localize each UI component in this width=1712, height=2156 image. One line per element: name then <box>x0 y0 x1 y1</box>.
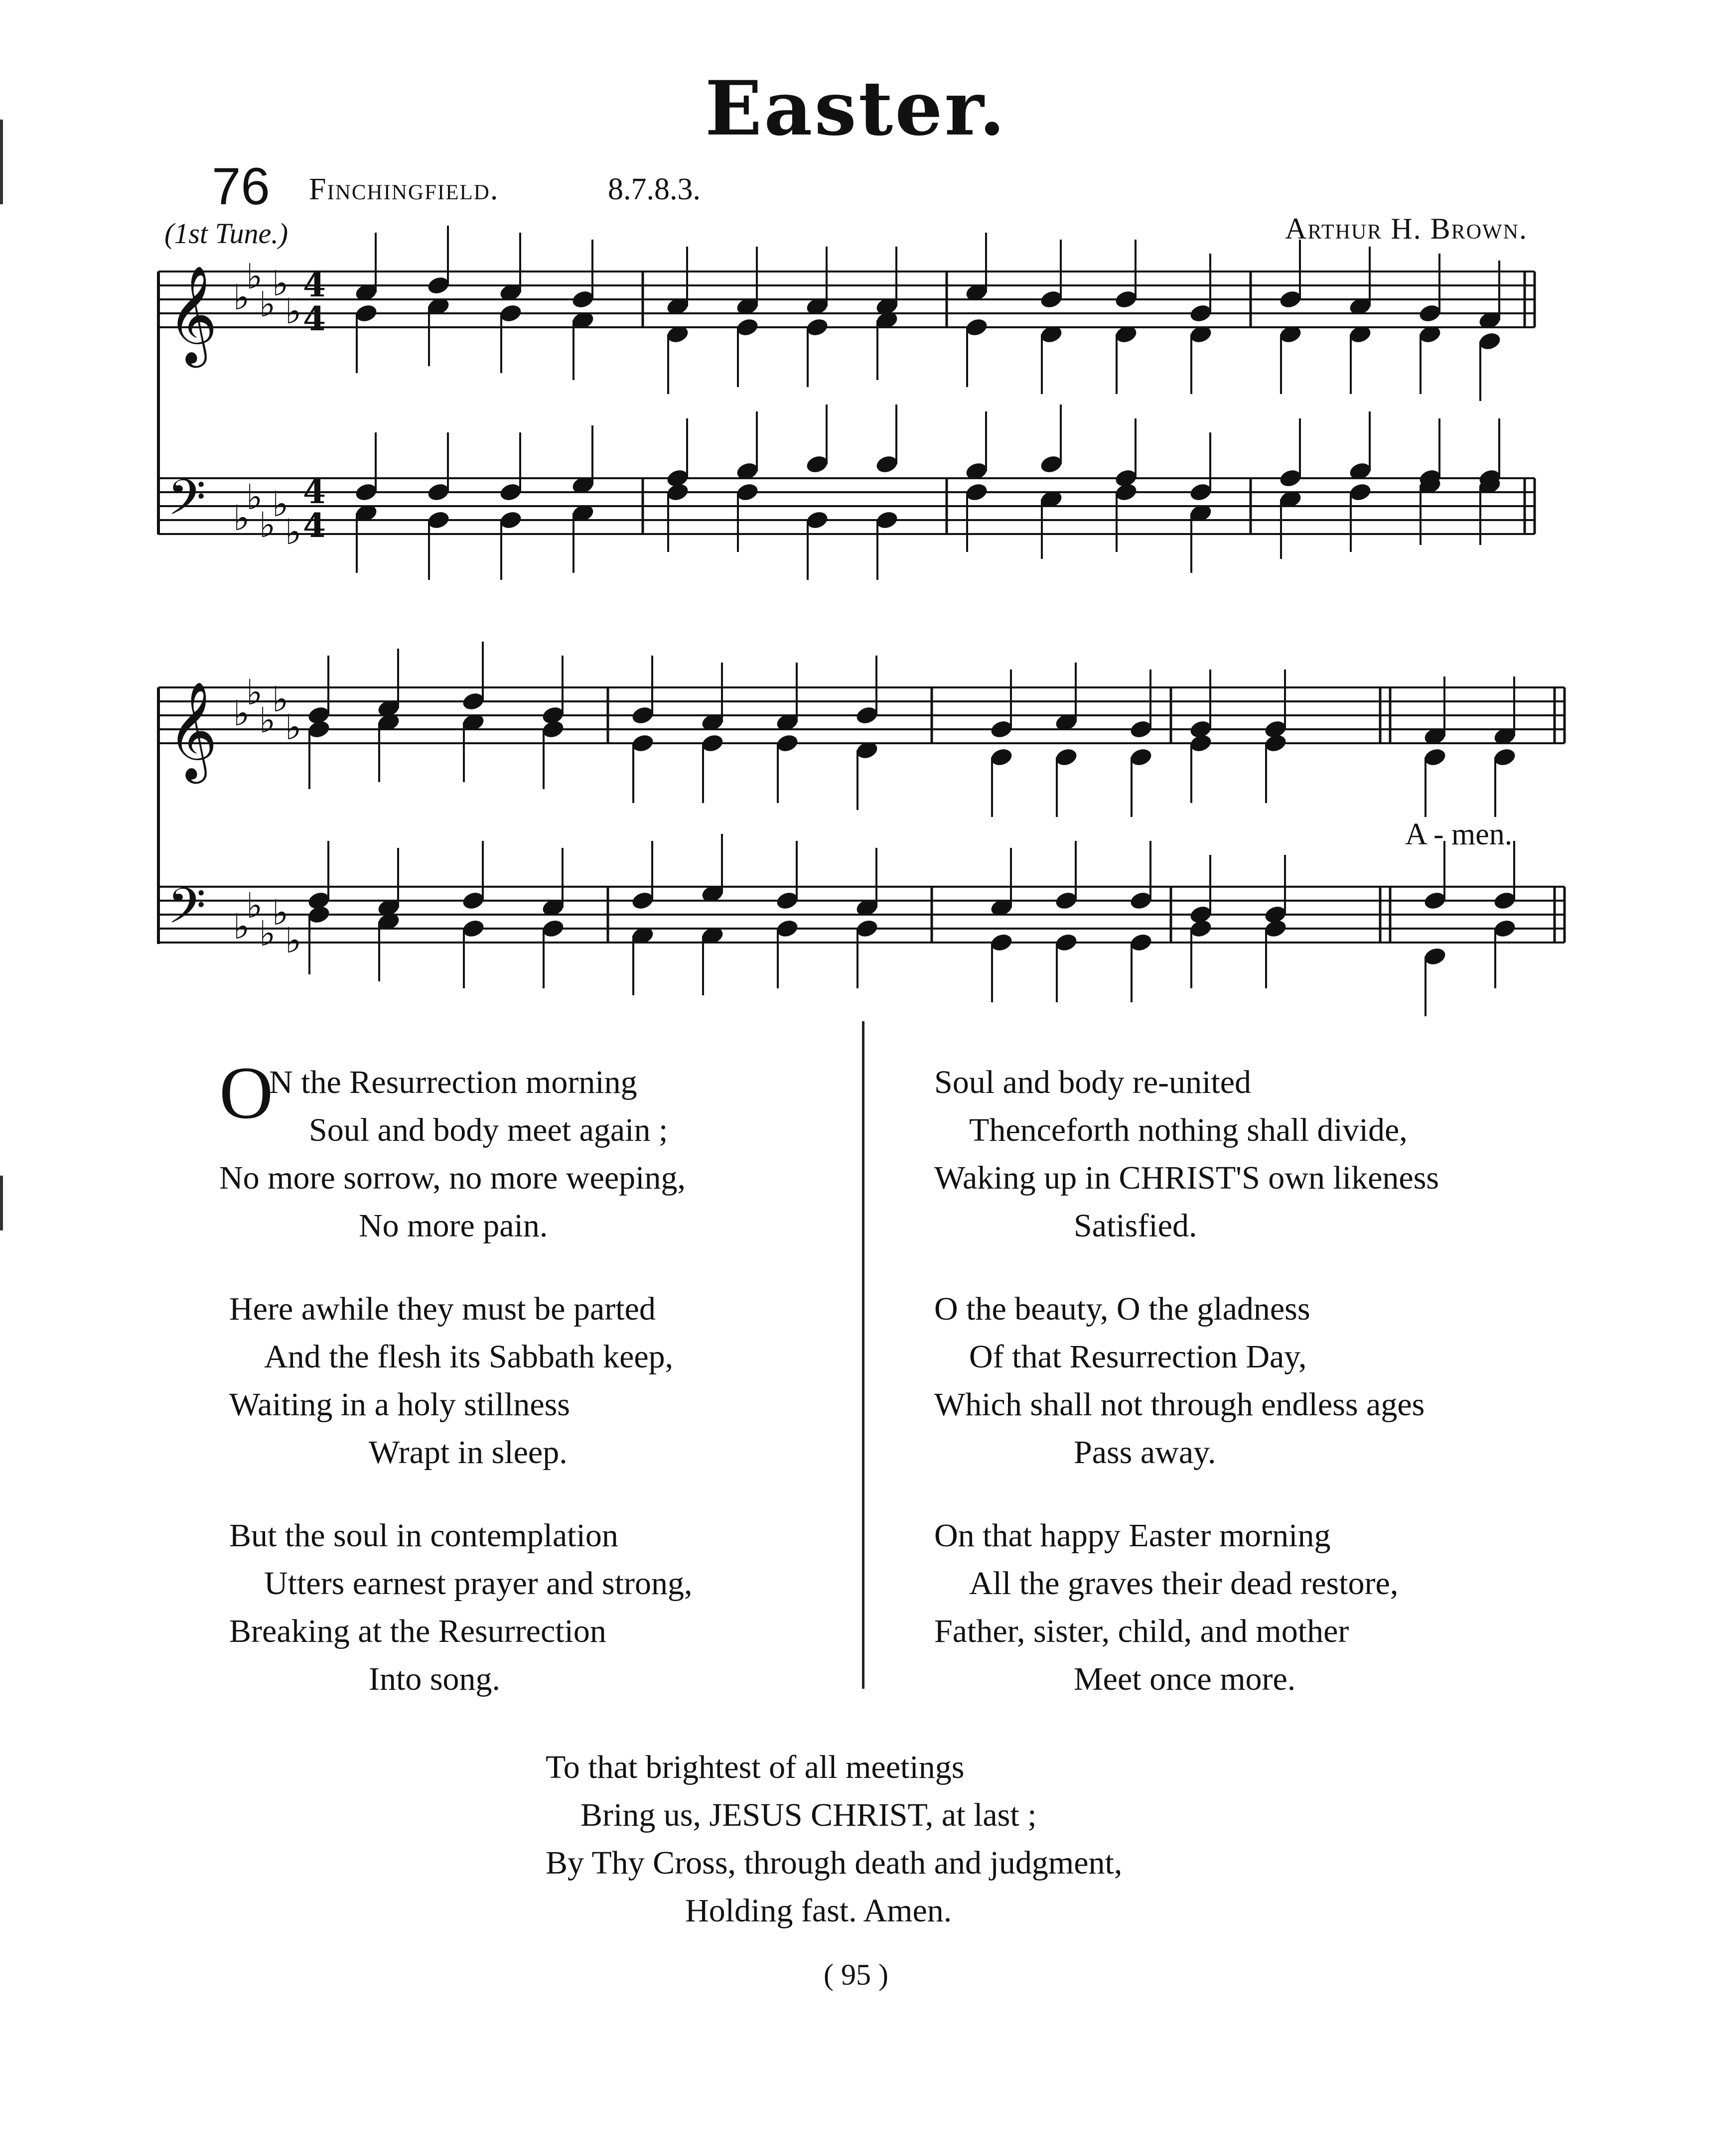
key-flat: ♭ <box>285 707 302 748</box>
treble-clef: 𝄞 <box>167 681 218 780</box>
verse-line: By Thy Cross, through death and judgment, <box>546 1845 1123 1881</box>
key-flat: ♭ <box>246 256 263 297</box>
verse-line: Waking up in CHRIST'S own likeness <box>934 1160 1439 1196</box>
composer: Arthur H. Brown. <box>1285 212 1528 245</box>
key-flat: ♭ <box>233 277 250 318</box>
verse-line: Soul and body re-united <box>934 1064 1252 1100</box>
key-flat: ♭ <box>272 484 289 525</box>
key-flat: ♭ <box>285 291 302 332</box>
verse-line: Father, sister, child, and mother <box>934 1613 1349 1649</box>
key-flat: ♭ <box>272 679 289 720</box>
key-flat: ♭ <box>272 263 289 304</box>
verse-line: Holding fast. Amen. <box>685 1892 952 1929</box>
key-flat: ♭ <box>259 505 276 545</box>
verse-line: Here awhile they must be parted <box>229 1291 656 1327</box>
key-flat: ♭ <box>233 498 250 539</box>
key-flat: ♭ <box>285 512 302 552</box>
time-signature-bottom: 4 <box>303 299 326 338</box>
key-flat: ♭ <box>246 885 263 926</box>
verse-line: But the soul in contemplation <box>229 1517 618 1554</box>
key-flat: ♭ <box>285 920 302 961</box>
score-system-2 <box>158 642 1565 1016</box>
verse-line-text: N the Resurrection morning <box>269 1064 637 1100</box>
verse-line: Meet once more. <box>1074 1661 1296 1697</box>
verse-line: Which shall not through endless ages <box>934 1386 1425 1423</box>
verse-2 <box>229 1285 673 1477</box>
key-flat: ♭ <box>259 913 276 954</box>
verse-line: All the graves their dead restore, <box>969 1565 1399 1602</box>
time-signature-bottom: 4 <box>303 506 326 545</box>
bass-clef: 𝄢 <box>167 469 206 539</box>
verse-line: Of that Resurrection Day, <box>969 1339 1307 1375</box>
verse-line: On that happy Easter morning <box>934 1517 1331 1554</box>
key-flat: ♭ <box>259 700 276 741</box>
verse-7 <box>546 1744 1122 1935</box>
bass-clef: 𝄢 <box>167 878 206 947</box>
verse-6 <box>934 1512 1398 1703</box>
page-number: ( 95 ) <box>824 1958 888 1991</box>
page-heading: Easter. <box>705 65 1007 152</box>
verse-line: Into song. <box>369 1661 500 1697</box>
verse-1 <box>219 1052 686 1250</box>
verse-line: And the flesh its Sabbath keep, <box>264 1339 674 1375</box>
verse-line: Bring us, JESUS CHRIST, at last ; <box>580 1797 1037 1833</box>
verse-line: No more pain. <box>359 1208 548 1244</box>
tune-name: Finchingfield. <box>309 172 499 206</box>
verse-line: Waiting in a holy stillness <box>229 1386 570 1423</box>
verse-5 <box>934 1285 1425 1477</box>
verse-line: Pass away. <box>1074 1434 1216 1471</box>
verse-3 <box>229 1512 693 1703</box>
verse-line: Breaking at the Resurrection <box>229 1613 606 1649</box>
score-system-1 <box>158 226 1535 580</box>
verse-4 <box>934 1059 1439 1250</box>
treble-clef: 𝄞 <box>167 265 218 364</box>
key-flat: ♭ <box>259 284 276 325</box>
hymn-number: 76 <box>212 157 270 216</box>
amen-lyric: A - men. <box>1405 817 1513 851</box>
meter: 8.7.8.3. <box>608 172 701 206</box>
verse-line: Wrapt in sleep. <box>369 1434 568 1471</box>
time-signature-top: 4 <box>303 472 326 511</box>
time-signature-top: 4 <box>303 266 326 304</box>
verse-line: No more sorrow, no more weeping, <box>219 1160 686 1196</box>
verse-line: Soul and body meet again ; <box>309 1112 668 1148</box>
key-flat: ♭ <box>233 693 250 734</box>
tune-label: (1st Tune.) <box>164 217 288 250</box>
drop-cap: O <box>219 1052 274 1134</box>
verse-line: Satisfied. <box>1074 1208 1197 1244</box>
key-flat: ♭ <box>246 672 263 713</box>
key-flat: ♭ <box>233 906 250 947</box>
verse-line: To that brightest of all meetings <box>546 1749 965 1785</box>
verse-line: O the beauty, O the gladness <box>934 1291 1310 1327</box>
verse-line: Thenceforth nothing shall divide, <box>969 1112 1408 1148</box>
key-flat: ♭ <box>246 477 263 518</box>
verse-line: Utters earnest prayer and strong, <box>264 1565 693 1602</box>
column-divider <box>862 1021 864 1689</box>
key-flat: ♭ <box>272 892 289 933</box>
